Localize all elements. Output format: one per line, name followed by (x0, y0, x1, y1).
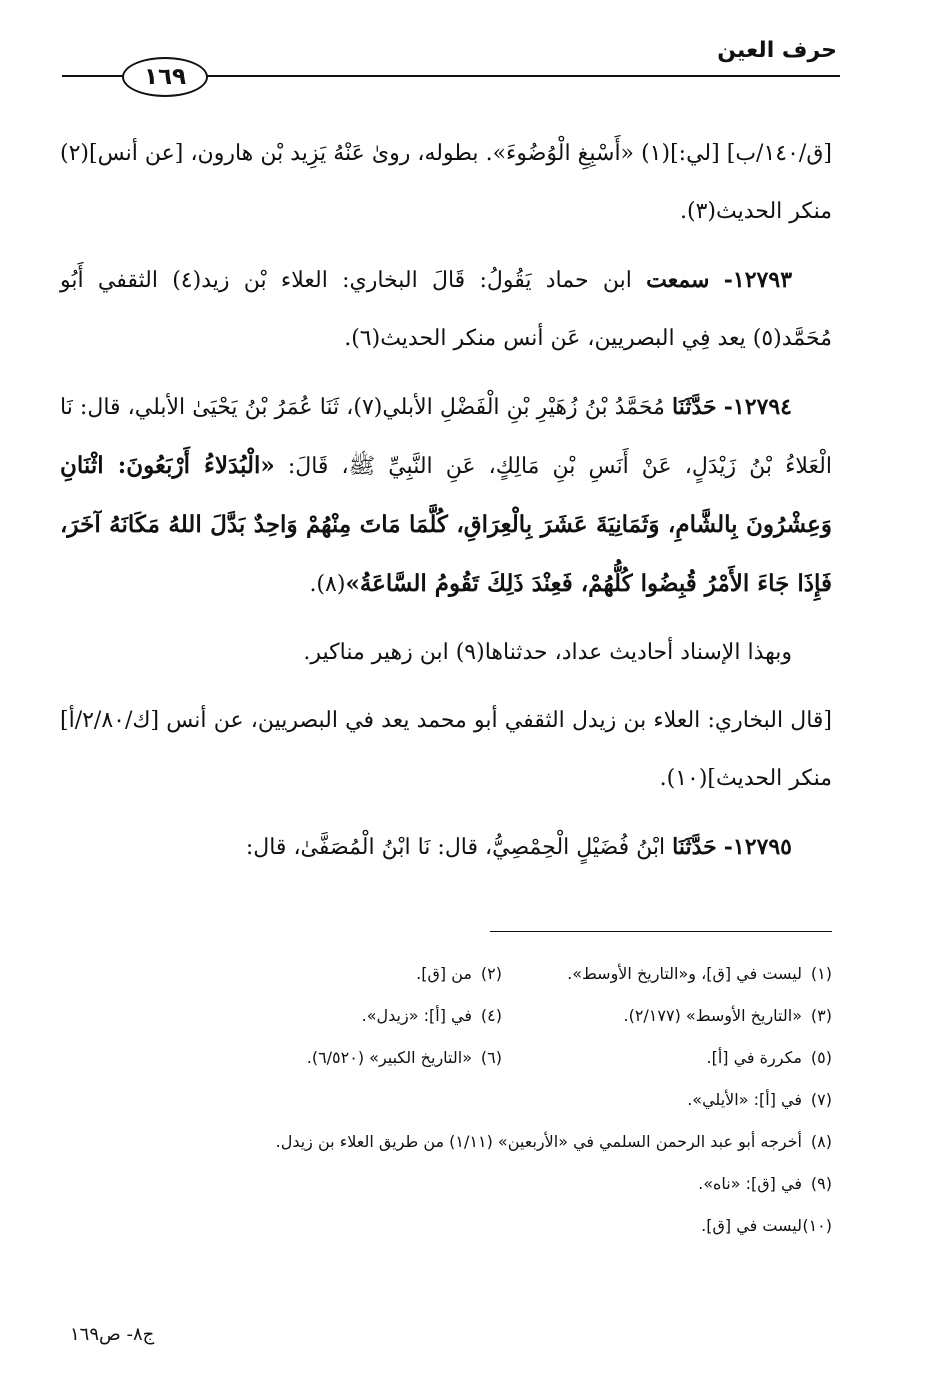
page-footer: ج٨- ص١٦٩ (70, 1324, 155, 1345)
footnote-9 (698, 1174, 832, 1193)
hadith-number: ١٢٧٩٣- (723, 267, 793, 293)
footnote-row (92, 1204, 832, 1246)
footnote-text: «التاريخ الأوسط» (٢/١٧٧). (623, 1005, 802, 1025)
footnote-number: (٢) (480, 963, 502, 983)
footnote-ref: (٨). (309, 572, 346, 597)
page-number: ١٦٩ (143, 64, 187, 90)
paragraph-12794 (60, 378, 832, 614)
paragraph-1 (60, 125, 832, 241)
footnote-10 (701, 1216, 832, 1235)
hadith-number: ١٢٧٩٤- (723, 394, 792, 420)
paragraph-12795 (60, 818, 832, 877)
footnote-text: من [ق]. (416, 963, 472, 983)
footnote-text: في [أ]: «الأيلي». (687, 1089, 802, 1109)
footnotes (92, 952, 832, 1246)
footnote-2 (172, 964, 502, 983)
footnote-number: (٨) (810, 1131, 832, 1151)
footnote-number: (٤) (480, 1005, 502, 1025)
footnote-3 (502, 1006, 832, 1025)
footnote-text: في [أ]: «زيدل». (361, 1005, 472, 1025)
narration-keyword: سمعت (646, 267, 710, 293)
footnote-row (92, 994, 832, 1036)
footnote-text: مكررة في [أ]. (706, 1047, 802, 1067)
footnote-4 (172, 1006, 502, 1025)
footnote-number: (٣) (810, 1005, 832, 1025)
footnote-number: (٦) (480, 1047, 502, 1067)
footnote-row (92, 1078, 832, 1120)
footnote-row (92, 1036, 832, 1078)
page-number-oval (122, 57, 208, 97)
paragraph-text: وبهذا الإسناد أحاديث عداد، حدثناها(٩) ابن زهير مناكير. (303, 640, 792, 665)
footnote-number: (٧) (810, 1089, 832, 1109)
footnote-text: «التاريخ الكبير» (٦/٥٢٠). (306, 1047, 472, 1067)
paragraph-4 (60, 624, 832, 682)
running-head: حرف العين (717, 38, 837, 63)
footnote-number: (٥) (810, 1047, 832, 1067)
paragraph-text: [ق/١٤٠/ب] [لي:](١) «أَسْبِغِ الْوُضُوءَ». بطوله، روىٰ عَنْهُ يَزِيد بْن هارون، [عن أنس](٢) منكر الحديث(٣). (60, 141, 832, 224)
hadith-text: «الْبُدَلاءُ أَرْبَعُونَ: اثْنَانِ وَعِشْرُونَ بِالشَّامِ، وَثَمَانِيَةَ عَشَرَ بِالْعِرَاقِ، كُلَّمَا مَاتَ مِنْهُمْ وَاحِدٌ بَدَّلَ اللهُ مَكَانَهُ آخَرَ، فَإِذَا جَاءَ الأَمْرُ قُبِضُوا كُلُّهُمْ، فَعِنْدَ ذَلِكَ تَقُومُ السَّاعَةُ» (60, 452, 832, 597)
footnote-rule (490, 931, 832, 932)
footnote-text: ليست في [ق]. (701, 1215, 802, 1235)
footnote-number: (١) (810, 963, 832, 983)
footnote-text: ليست في [ق]، و«التاريخ الأوسط». (567, 963, 802, 983)
footnote-row (92, 952, 832, 994)
footnote-row (92, 1162, 832, 1204)
footnote-1 (502, 964, 832, 983)
narration-keyword: حَدَّثَنَا (672, 394, 717, 420)
footnote-6 (172, 1048, 502, 1067)
narration-keyword: حَدَّثَنَا (672, 834, 717, 860)
paragraph-12793 (60, 251, 832, 368)
footnote-text: في [ق]: «ناه». (698, 1173, 802, 1193)
footnote-text: أخرجه أبو عبد الرحمن السلمي في «الأربعين» (١/١١) من طريق العلاء بن زيدل. (275, 1131, 802, 1151)
footnote-5 (502, 1048, 832, 1067)
paragraph-5 (60, 692, 832, 808)
paragraph-text: ابْنُ فُضَيْلٍ الْحِمْصِيُّ، قال: نَا ابْنُ الْمُصَفَّىٰ، قال: (245, 835, 666, 860)
isnad-text: مُحَمَّدُ بْنُ زُهَيْرِ بْنِ الْفَضْلِ الأبلي(٧)، ثَنَا عُمَرُ بْنُ يَحْيَىٰ الأبلي، قال: نَا الْعَلاءُ بْنُ زَيْدَلٍ، عَنْ أَنَسِ بْنِ مَالِكٍ، عَنِ النَّبِيِّ ﷺ، قَالَ: (60, 395, 832, 479)
paragraph-text: ابن حماد يَقُولُ: قَالَ البخاري: العلاء بْن زيد(٤) الثقفي أَبُو مُحَمَّد(٥) يعد فِي البصريين، عَن أنس منكر الحديث(٦). (60, 268, 832, 351)
footnote-number: (١٠) (802, 1215, 832, 1235)
footnote-7 (687, 1090, 832, 1109)
footnote-8 (276, 1132, 832, 1151)
footnote-row (92, 1120, 832, 1162)
hadith-number: ١٢٧٩٥- (723, 834, 792, 860)
footnote-number: (٩) (810, 1173, 832, 1193)
paragraph-text: [قال البخاري: العلاء بن زيدل الثقفي أبو محمد يعد في البصريين، عن أنس [ك/٢/٨٠/أ] منكر الحديث](١٠). (60, 708, 832, 791)
main-text (60, 125, 832, 877)
